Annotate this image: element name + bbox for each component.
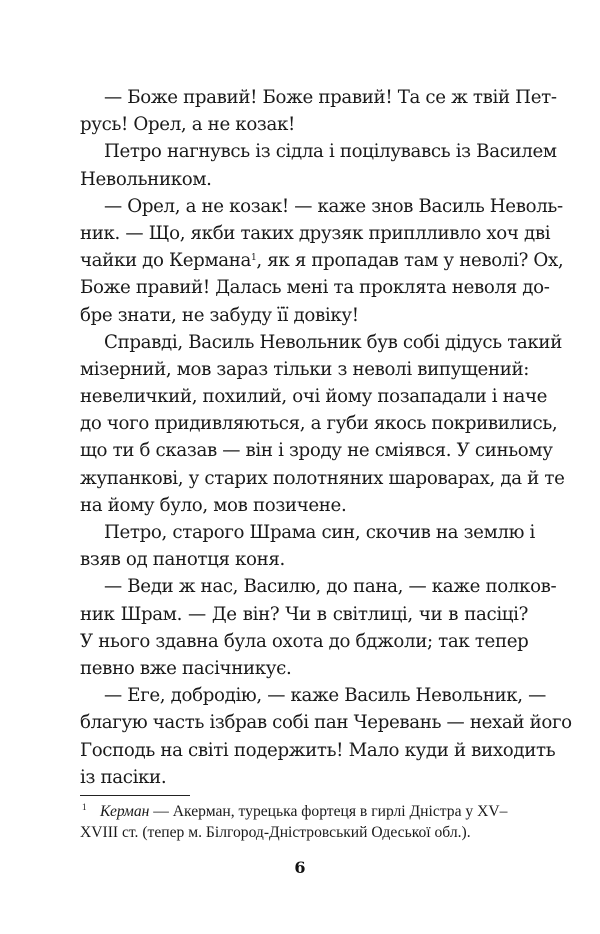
text-line: жупанкові, у старих полотняних шароварах, да й те <box>80 467 565 489</box>
footnote <box>80 801 528 843</box>
text-line: благую часть ізбрав собі пан Черевань — нехай його <box>80 712 572 734</box>
text-line: бре знати, не забуду її довіку! <box>80 304 359 326</box>
text-line: Господь на світі подержить! Мало куди й виходить <box>80 739 556 761</box>
text-line: певно вже пасічникує. <box>80 657 292 679</box>
text-line: що ти б сказав — він і зроду не сміявся. У синьому <box>80 440 553 462</box>
text-line: — Боже правий! Боже правий! Та се ж твій Пет- <box>104 87 557 108</box>
text-line: на йому було, мов позичене. <box>80 494 347 516</box>
paragraph <box>80 519 535 573</box>
page-body-text <box>80 84 572 791</box>
footnote-line <box>80 801 528 822</box>
footnote-term: Керман <box>100 803 150 820</box>
paragraph <box>80 84 557 138</box>
page-number: 6 <box>294 858 306 877</box>
text-line: взяв од панотця коня. <box>80 549 285 571</box>
footnote-text: — Акерман, турецька фортеця в гирлі Дністра у XV– <box>149 803 508 820</box>
paragraph <box>80 573 557 682</box>
paragraph <box>80 329 565 519</box>
text-fragment: чайки до Кермана <box>80 250 252 272</box>
footnote-marker: 1 <box>82 802 87 812</box>
text-line: Петро, старого Шрама син, скочив на землю і <box>104 522 535 543</box>
text-line: ник. — Що, якби таких друзяк приплливло хоч дві <box>80 222 551 244</box>
footnote-reference[interactable]: 1 <box>251 253 257 264</box>
text-line: — Веди ж нас, Василю, до пана, — каже полков- <box>104 576 557 598</box>
text-line: — Орел, а не козак! — каже знов Василь Неволь- <box>104 195 563 217</box>
text-line: У нього здавна була охота до бджоли; так тепер <box>80 630 529 652</box>
text-line: Невольником. <box>80 168 212 190</box>
text-line-with-footnote-ref <box>80 247 564 274</box>
text-line: Справді, Василь Невольник був собі дідусь такий <box>104 331 562 353</box>
text-line: мізерний, мов зараз тільки з неволі випущений: <box>80 358 530 380</box>
text-line: до чого придивляються, а губи якось покривились, <box>80 413 558 435</box>
text-line: невеличкий, похилий, очі йому позападали і наче <box>80 386 548 408</box>
text-fragment: , як я пропадав там у неволі? Ох, <box>256 250 564 272</box>
paragraph <box>80 193 564 329</box>
footnote-divider <box>80 795 190 796</box>
text-line: Боже правий! Далась мені та проклята неволя до- <box>80 277 550 299</box>
text-line: ник Шрам. — Де він? Чи в світлиці, чи в пасіці? <box>80 603 528 625</box>
text-line: русь! Орел, а не козак! <box>80 114 295 136</box>
footnote-line: XVIII ст. (тепер м. Білгород-Дністровський Одеської обл.). <box>80 824 471 841</box>
text-line: — Еге, добродію, — каже Василь Невольник, — <box>104 685 546 707</box>
paragraph <box>80 682 572 791</box>
paragraph <box>80 138 557 192</box>
text-line: Петро нагнувсь із сідла і поцілувавсь із Василем <box>104 141 557 163</box>
text-line: із пасіки. <box>80 766 167 788</box>
